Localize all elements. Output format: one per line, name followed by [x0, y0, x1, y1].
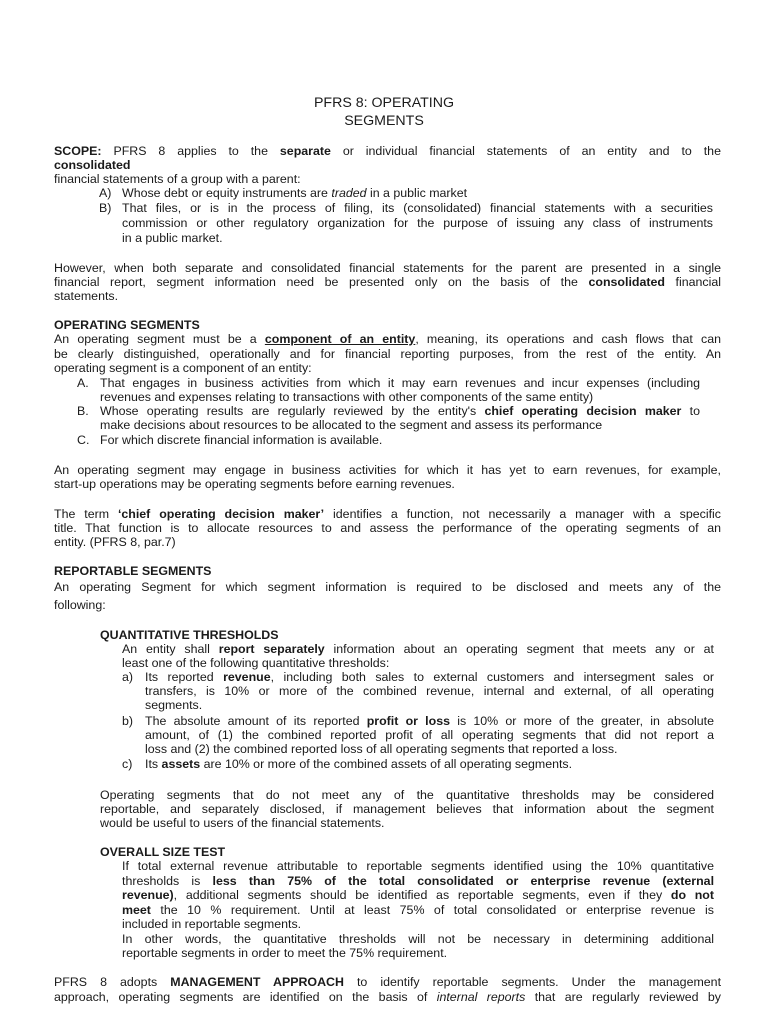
- quant-item-a: a) Its reported revenue, including both sales to external customers and intersegment sales or transfers, is 10% or more of the combined revenue, internal and external, of all operating segments.: [122, 670, 714, 712]
- operating-p1-line1: An operating segment must be a component of an entity, meaning, its operations and cash flows that can: [54, 332, 721, 346]
- size-line5: included in reportable segments.: [122, 917, 302, 931]
- quant-item-b: b) The absolute amount of its reported profit or loss is 10% or more of the greater, in absolute amount, of (1) the combined reported profit of all operating segments that did not report a loss and (2) the combined reported loss of all operating segments that reported a loss.: [122, 714, 714, 756]
- quant-item-c: c) Its assets are 10% or more of the combined assets of all operating segments.: [122, 757, 573, 771]
- however-line2: financial report, segment information need be presented only on the basis of the consolidated financial: [54, 275, 722, 289]
- overall-size-test-heading: OVERALL SIZE TEST: [100, 845, 226, 859]
- operating-p2-line1: An operating segment may engage in business activities for which it has yet to earn revenues, for example,: [54, 463, 721, 477]
- operating-p3-line3: entity. (PFRS 8, par.7): [54, 535, 176, 549]
- however-line1: However, when both separate and consolidated financial statements for the parent are presented in a single: [54, 261, 721, 275]
- quant-intro-line1: An entity shall report separately information about an operating segment that meets any or at: [122, 642, 714, 656]
- scope-line1: SCOPE: PFRS 8 applies to the separate or individual financial statements of an entity and to the: [54, 144, 721, 158]
- scope-item-a: A) Whose debt or equity instruments are traded in a public market: [99, 186, 468, 200]
- reportable-line2: following:: [54, 598, 106, 612]
- size-line4: meet the 10 % requirement. Until at least 75% of total consolidated or enterprise revenue is: [122, 903, 714, 917]
- quant-para-line1: Operating segments that do not meet any of the quantitative thresholds may be considered: [100, 788, 714, 802]
- operating-item-a: A. That engages in business activities from which it may earn revenues and incur expenses (including revenues and expenses relating to transactions with other components of the same entity): [77, 376, 700, 404]
- quantitative-thresholds-heading: QUANTITATIVE THRESHOLDS: [100, 628, 279, 642]
- operating-p1-line3: operating segment is a component of an entity:: [54, 361, 312, 375]
- document-title: PFRS 8: OPERATING: [313, 95, 455, 111]
- reportable-line1: An operating Segment for which segment information is required to be disclosed and meets any of the: [54, 580, 721, 594]
- reportable-segments-heading: REPORTABLE SEGMENTS: [54, 564, 212, 578]
- scope-line3: financial statements of a group with a parent:: [54, 172, 301, 186]
- size-line2: thresholds is less than 75% of the total consolidated or enterprise revenue (external: [122, 874, 715, 888]
- quant-para-line2: reportable, and separately disclosed, if management believes that information about the segment: [100, 802, 714, 816]
- size-line1: If total external revenue attributable to reportable segments identified using the 10% quantitative: [122, 859, 714, 873]
- operating-p2-line2: start-up operations may be operating segments before earning revenues.: [54, 477, 455, 491]
- operating-p3-line2: title. That function is to allocate resources to and assess the performance of the operating segments of an: [54, 521, 721, 535]
- size-line3: revenue), additional segments should be identified as reportable segments, even if they do not: [122, 888, 714, 902]
- size-line6: In other words, the quantitative thresholds will not be necessary in determining additional: [122, 932, 714, 946]
- mgmt-line2: approach, operating segments are identified on the basis of internal reports that are regularly reviewed by: [54, 990, 721, 1004]
- scope-line2: consolidated: [54, 158, 131, 172]
- however-line3: statements.: [54, 289, 119, 303]
- operating-segments-heading: OPERATING SEGMENTS: [54, 318, 200, 332]
- size-line7: reportable segments in order to meet the 75% requirement.: [122, 946, 448, 960]
- quant-para-line3: would be useful to users of the financial statements.: [100, 816, 385, 830]
- document-title-line2: SEGMENTS: [344, 113, 424, 129]
- operating-p1-line2: be clearly distinguished, operationally and for financial reporting purposes, from the rest of the entity. An: [54, 347, 721, 361]
- operating-item-c: C. For which discrete financial information is available.: [77, 433, 383, 447]
- scope-item-b: B) That files, or is in the process of filing, its (consolidated) financial statements with a securities commission or other regulatory organization for the purpose of issuing any class of instruments in a public market.: [99, 201, 713, 245]
- operating-p3-line1: The term ‘chief operating decision maker’ identifies a function, not necessarily a manager with a specific: [54, 507, 721, 521]
- mgmt-line1: PFRS 8 adopts MANAGEMENT APPROACH to identify reportable segments. Under the management: [54, 975, 722, 989]
- operating-item-b: B. Whose operating results are regularly reviewed by the entity's chief operating decision maker to make decisions about resources to be allocated to the segment and assess its performance: [77, 404, 700, 432]
- quant-intro-line2: least one of the following quantitative thresholds:: [122, 656, 390, 670]
